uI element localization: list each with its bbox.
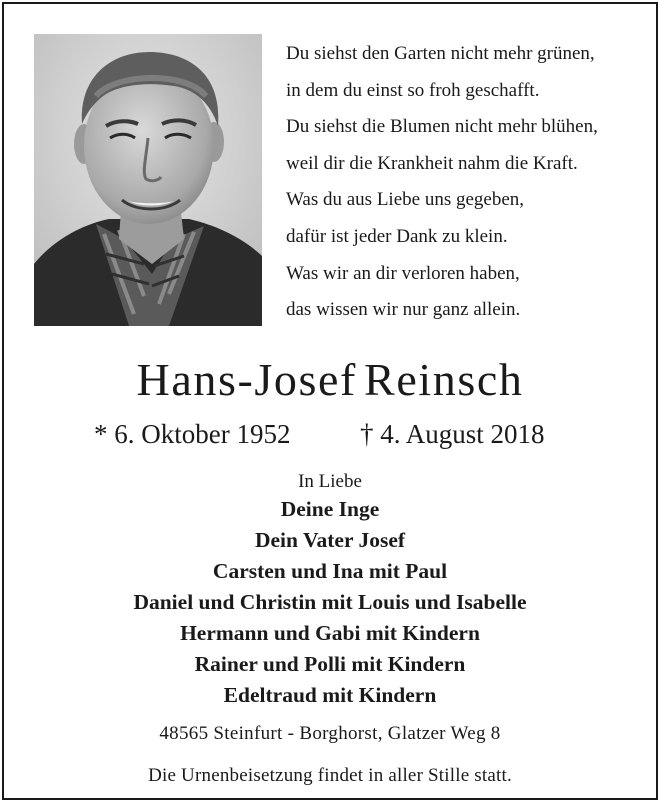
mourner-line: Dein Vater Josef (254, 528, 406, 552)
mourner-line: Rainer und Polli mit Kindern (194, 652, 466, 676)
mourner-line: Deine Inge (280, 497, 380, 521)
poem-line: das wissen wir nur ganz allein. (286, 299, 521, 321)
death-date: † 4. August 2018 (360, 419, 545, 449)
poem-line: weil dir die Krankheit nahm die Kraft. (286, 152, 578, 174)
birth-date: * 6. Oktober 1952 (94, 419, 291, 449)
portrait-image (34, 34, 262, 326)
mourner-line: Carsten und Ina mit Paul (212, 559, 448, 583)
mourners-list (4, 494, 656, 711)
poem-line: dafür ist jeder Dank zu klein. (286, 225, 508, 247)
obituary-card (2, 2, 658, 800)
poem-line: Was du aus Liebe uns gegeben, (286, 189, 525, 211)
mourner-line: Daniel und Christin mit Louis und Isabelle (133, 590, 527, 614)
mourner-line: Hermann und Gabi mit Kindern (180, 621, 480, 645)
funeral-notice: Die Urnenbeisetzung findet in aller Stille statt. (148, 765, 512, 786)
poem-line: in dem du einst so froh geschafft. (286, 79, 540, 101)
portrait-photo (34, 34, 262, 326)
poem-line: Du siehst den Garten nicht mehr grünen, (286, 43, 595, 64)
mourner-line: Edeltraud mit Kindern (223, 683, 437, 707)
poem-line: Du siehst die Blumen nicht mehr blühen, (286, 116, 598, 138)
family-address: 48565 Steinfurt - Borghorst, Glatzer Weg 8 (159, 723, 501, 744)
memorial-poem (286, 36, 646, 329)
deceased-name: Hans-Josef Reinsch (136, 354, 524, 405)
poem-line: Was wir an dir verloren haben, (286, 262, 520, 284)
mourners-intro: In Liebe (298, 471, 362, 492)
